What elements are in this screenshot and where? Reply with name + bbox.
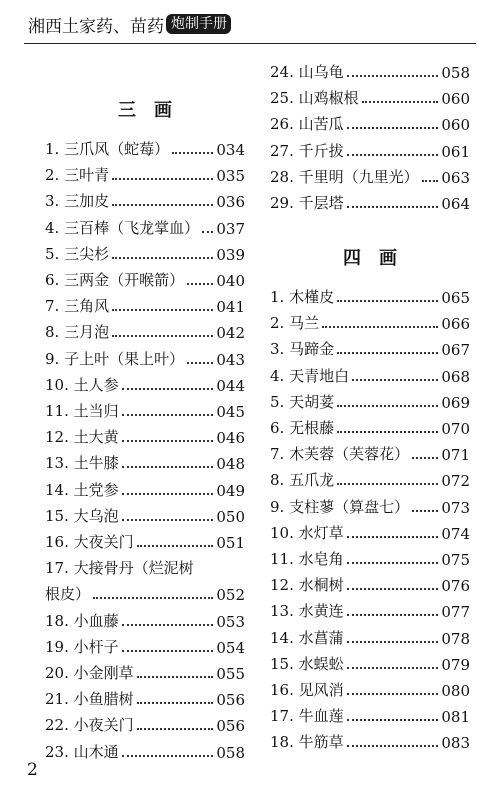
toc-entry xyxy=(270,730,470,752)
dot-leader xyxy=(122,650,214,652)
header-rule xyxy=(24,43,476,44)
dot-leader xyxy=(347,127,439,129)
toc-entry-page: 049 xyxy=(216,481,245,500)
toc-entry-title: 10. 水灯草 xyxy=(270,523,344,542)
dot-leader xyxy=(137,728,214,730)
dot-leader xyxy=(422,180,439,182)
toc-entry xyxy=(270,626,470,648)
toc-entry-page: 075 xyxy=(441,551,470,569)
dot-leader xyxy=(112,257,213,259)
toc-entry-page: 046 xyxy=(216,429,245,448)
toc-entry-page: 078 xyxy=(441,629,470,648)
toc-entry-title: 10. 土人参 xyxy=(45,375,119,394)
dot-leader xyxy=(412,510,438,512)
toc-entry-page: 083 xyxy=(441,734,470,753)
toc-entry-page: 072 xyxy=(441,472,470,491)
toc-entry-page: 073 xyxy=(441,498,470,517)
dot-leader xyxy=(347,588,439,590)
toc-entry xyxy=(270,390,470,412)
toc-entry-title: 21. 小鱼腊树 xyxy=(45,690,134,709)
dot-leader xyxy=(93,597,213,599)
dot-leader xyxy=(362,101,439,103)
toc-entry xyxy=(45,687,245,709)
toc-entry-page: 061 xyxy=(441,142,470,161)
toc-entry-page: 063 xyxy=(441,168,470,187)
toc-entry xyxy=(270,442,470,464)
toc-entry-title: 6. 无根藤 xyxy=(270,419,335,437)
toc-entry-title: 2. 三叶青 xyxy=(45,166,110,185)
toc-entry xyxy=(45,451,245,473)
toc-entry xyxy=(270,337,470,359)
toc-entry xyxy=(45,163,245,185)
toc-entry-page: 058 xyxy=(216,743,245,762)
toc-entry-title: 23. 山木通 xyxy=(45,742,119,761)
toc-entry-title: 4. 三百棒（飞龙掌血） xyxy=(45,218,200,237)
page-number: 2 xyxy=(27,760,38,780)
toc-entry-page: 034 xyxy=(216,141,245,159)
dot-leader xyxy=(112,309,213,311)
section-heading-san-hua: 三 画 xyxy=(118,100,172,121)
toc-entry-page: 053 xyxy=(216,612,245,631)
toc-entry-page: 079 xyxy=(441,655,470,674)
toc-entry-page: 070 xyxy=(441,420,470,438)
toc-entry xyxy=(45,347,245,369)
toc-entry xyxy=(45,268,245,290)
toc-entry-page: 035 xyxy=(216,167,245,186)
toc-entry-page: 068 xyxy=(441,367,470,386)
toc-entry-title: 17. 大接骨丹（烂泥树 xyxy=(45,559,194,578)
toc-entry-title: 7. 三角风 xyxy=(45,297,110,316)
dot-leader xyxy=(347,745,439,747)
dot-leader xyxy=(122,388,214,390)
dot-leader xyxy=(412,457,438,459)
toc-entry-page: 076 xyxy=(441,577,470,596)
toc-entry-page: 041 xyxy=(216,298,245,317)
toc-entry-title: 12. 水桐树 xyxy=(270,576,344,595)
toc-entry xyxy=(270,311,470,333)
toc-entry xyxy=(270,60,470,82)
dot-leader xyxy=(347,641,439,643)
toc-entry-page: 042 xyxy=(216,324,245,343)
dot-leader xyxy=(347,667,439,669)
toc-entry xyxy=(270,495,470,517)
toc-entry-title: 5. 三尖杉 xyxy=(45,244,110,263)
dot-leader xyxy=(352,379,438,381)
toc-entry-title: 3. 三加皮 xyxy=(45,192,110,211)
toc-entry-title: 24. 山乌龟 xyxy=(270,63,344,81)
toc-entry xyxy=(270,704,470,726)
toc-entry-title: 22. 小夜关门 xyxy=(45,716,134,735)
dot-leader xyxy=(122,624,214,626)
dot-leader xyxy=(347,75,439,77)
toc-entry-page: 058 xyxy=(441,64,470,82)
toc-entry-title: 1. 木槿皮 xyxy=(270,288,335,306)
book-subtitle-badge: 炮制手册 xyxy=(166,14,231,34)
toc-entry xyxy=(45,582,245,604)
toc-entry-page: 060 xyxy=(441,116,470,135)
toc-entry-title: 25. 山鸡椒根 xyxy=(270,89,359,108)
toc-entry xyxy=(270,599,470,621)
toc-entry xyxy=(45,740,245,762)
toc-entry xyxy=(45,320,245,342)
toc-entry xyxy=(270,86,470,108)
toc-entry-page: 066 xyxy=(441,315,470,334)
toc-entry-page: 056 xyxy=(216,691,245,710)
toc-entry-page: 081 xyxy=(441,708,470,727)
toc-entry xyxy=(45,661,245,683)
toc-entry-page: 039 xyxy=(216,245,245,264)
dot-leader xyxy=(187,283,213,285)
toc-entry xyxy=(45,216,245,238)
toc-entry-page: 050 xyxy=(216,507,245,526)
toc-entry xyxy=(45,504,245,526)
dot-leader xyxy=(122,519,214,521)
toc-entry-page: 069 xyxy=(441,393,470,412)
toc-entry-title: 9. 支柱蓼（算盘七） xyxy=(270,497,410,516)
toc-entry xyxy=(45,635,245,657)
toc-entry-page: 080 xyxy=(441,682,470,700)
toc-entry-page: 077 xyxy=(441,603,470,622)
toc-entry-title: 6. 三两金（开喉箭） xyxy=(45,271,185,289)
toc-entry xyxy=(270,112,470,134)
dot-leader xyxy=(137,676,214,678)
dot-leader xyxy=(202,231,213,233)
dot-leader xyxy=(137,545,214,547)
toc-entry xyxy=(270,416,470,438)
toc-entry-page: 056 xyxy=(216,717,245,736)
dot-leader xyxy=(337,405,438,407)
dot-leader xyxy=(337,352,438,354)
dot-leader xyxy=(112,335,213,337)
toc-entry-title: 18. 牛筋草 xyxy=(270,733,344,752)
toc-entry xyxy=(45,294,245,316)
toc-entry-title: 7. 木芙蓉（芙蓉花） xyxy=(270,445,410,464)
dot-leader xyxy=(112,178,213,180)
toc-entry xyxy=(45,373,245,395)
section-heading-si-hua: 四 画 xyxy=(343,248,397,269)
dot-leader xyxy=(112,204,213,206)
toc-entry-title: 27. 千斤拔 xyxy=(270,141,344,160)
toc-entry-page: 071 xyxy=(441,446,470,465)
toc-entry-title: 13. 水黄连 xyxy=(270,602,344,621)
toc-entry xyxy=(45,189,245,211)
toc-entry-page: 037 xyxy=(216,219,245,238)
dot-leader xyxy=(337,483,438,485)
running-header xyxy=(28,9,231,39)
toc-entry xyxy=(45,713,245,735)
toc-entry-page: 044 xyxy=(216,376,245,395)
toc-entry-title: 11. 水皂角 xyxy=(270,550,344,568)
toc-entry-title: 1. 三爪风（蛇莓） xyxy=(45,140,170,158)
dot-leader xyxy=(122,414,214,416)
toc-entry xyxy=(270,165,470,187)
toc-entry xyxy=(270,573,470,595)
toc-entry-title: 29. 千层塔 xyxy=(270,194,344,212)
dot-leader xyxy=(347,693,439,695)
toc-entry-title: 20. 小金刚草 xyxy=(45,664,134,682)
toc-entry xyxy=(270,285,470,307)
toc-entry xyxy=(45,242,245,264)
toc-entry-title: 11. 土当归 xyxy=(45,402,119,420)
dot-leader xyxy=(337,431,438,433)
toc-entry xyxy=(45,609,245,631)
dot-leader xyxy=(122,493,214,495)
toc-entry-page: 043 xyxy=(216,350,245,369)
toc-entry-page: 064 xyxy=(441,195,470,213)
dot-leader xyxy=(347,154,439,156)
toc-entry-title: 19. 小杆子 xyxy=(45,637,119,656)
dot-leader xyxy=(322,326,438,328)
toc-entry-title: 16. 大夜关门 xyxy=(45,533,134,551)
toc-entry-title: 9. 子上叶（果上叶） xyxy=(45,349,185,368)
toc-entry-title: 12. 土大黄 xyxy=(45,428,119,447)
toc-entry-page: 051 xyxy=(216,534,245,552)
toc-entry xyxy=(270,652,470,674)
toc-entry xyxy=(45,556,245,578)
toc-entry xyxy=(270,191,470,213)
toc-entry-title: 15. 水蜈蚣 xyxy=(270,654,344,673)
toc-entry-page: 054 xyxy=(216,638,245,657)
toc-entry xyxy=(270,547,470,569)
dot-leader xyxy=(122,466,214,468)
toc-entry-title: 16. 见风消 xyxy=(270,681,344,699)
toc-entry xyxy=(270,678,470,700)
toc-entry-page: 052 xyxy=(216,586,245,605)
toc-entry xyxy=(45,137,245,159)
toc-entry-title: 14. 水菖蒲 xyxy=(270,628,344,647)
toc-entry-page: 067 xyxy=(441,341,470,360)
toc-entry-title: 26. 山苦瓜 xyxy=(270,115,344,134)
toc-entry-title: 8. 五爪龙 xyxy=(270,471,335,490)
toc-entry-title: 28. 千里明（九里光） xyxy=(270,167,419,186)
toc-entry-page: 055 xyxy=(216,665,245,683)
dot-leader xyxy=(347,536,439,538)
dot-leader xyxy=(347,206,439,208)
toc-entry-page: 048 xyxy=(216,455,245,474)
dot-leader xyxy=(122,440,214,442)
toc-entry xyxy=(270,468,470,490)
toc-entry xyxy=(270,364,470,386)
toc-entry-page: 060 xyxy=(441,90,470,109)
toc-entry-page: 036 xyxy=(216,193,245,212)
toc-entry xyxy=(45,478,245,500)
toc-entry-page: 065 xyxy=(441,289,470,307)
dot-leader xyxy=(137,702,214,704)
dot-leader xyxy=(122,755,214,757)
toc-entry-title: 4. 天青地白 xyxy=(270,366,350,385)
toc-entry xyxy=(270,521,470,543)
dot-leader xyxy=(172,152,213,154)
dot-leader xyxy=(347,562,439,564)
toc-entry xyxy=(45,425,245,447)
toc-entry-title: 15. 大乌泡 xyxy=(45,506,119,525)
toc-entry-title: 根皮） xyxy=(45,585,91,604)
toc-entry-title: 14. 土党参 xyxy=(45,480,119,499)
dot-leader xyxy=(347,614,439,616)
toc-entry xyxy=(45,530,245,552)
toc-entry-title: 17. 牛血莲 xyxy=(270,707,344,726)
toc-entry-page: 045 xyxy=(216,403,245,421)
toc-entry-page: 040 xyxy=(216,272,245,290)
toc-entry-page: 074 xyxy=(441,524,470,543)
toc-entry xyxy=(270,139,470,161)
toc-entry-title: 8. 三月泡 xyxy=(45,323,110,342)
toc-entry-title: 3. 马蹄金 xyxy=(270,340,335,359)
toc-entry-title: 2. 马兰 xyxy=(270,314,320,333)
toc-entry xyxy=(45,399,245,421)
toc-entry-title: 18. 小血藤 xyxy=(45,611,119,630)
toc-entry-title: 13. 土牛膝 xyxy=(45,454,119,473)
dot-leader xyxy=(347,719,439,721)
toc-entry-title: 5. 天胡荽 xyxy=(270,392,335,411)
dot-leader xyxy=(337,300,438,302)
book-title: 湘西土家药、苗药 xyxy=(28,16,164,37)
dot-leader xyxy=(187,362,213,364)
